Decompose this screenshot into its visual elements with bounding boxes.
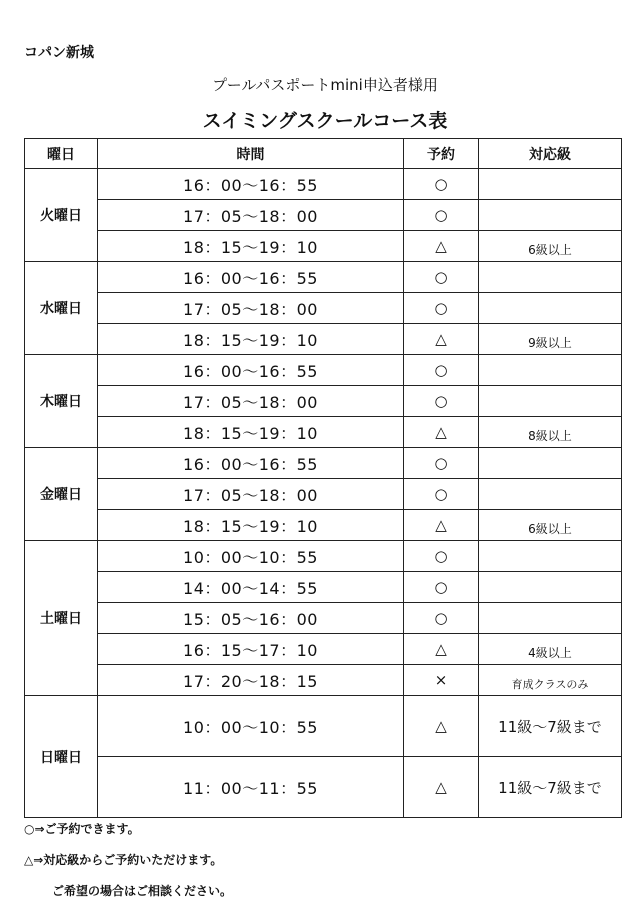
time-cell: 16：00〜16：55 bbox=[98, 448, 404, 479]
organization-name: コパン新城 bbox=[24, 45, 94, 61]
time-cell: 17：05〜18：00 bbox=[98, 386, 404, 417]
day-cell: 木曜日 bbox=[25, 355, 98, 448]
notes bbox=[24, 820, 232, 913]
grade-cell bbox=[479, 200, 622, 231]
table-row bbox=[25, 417, 622, 448]
time-cell: 16：00〜16：55 bbox=[98, 355, 404, 386]
table-row bbox=[25, 696, 622, 757]
reservation-cell: △ bbox=[404, 696, 479, 757]
grade-cell bbox=[479, 262, 622, 293]
reservation-cell: × bbox=[404, 665, 479, 696]
time-cell: 17：05〜18：00 bbox=[98, 200, 404, 231]
grade-cell: 6級以上 bbox=[479, 231, 622, 262]
grade-cell bbox=[479, 386, 622, 417]
reservation-cell: △ bbox=[404, 417, 479, 448]
reservation-cell: ○ bbox=[404, 200, 479, 231]
table-row bbox=[25, 200, 622, 231]
table-row bbox=[25, 448, 622, 479]
reservation-cell: ○ bbox=[404, 262, 479, 293]
reservation-cell: △ bbox=[404, 510, 479, 541]
header-reservation: 予約 bbox=[404, 139, 479, 169]
document-title: スイミングスクールコース表 bbox=[202, 110, 448, 132]
reservation-cell: ○ bbox=[404, 541, 479, 572]
reservation-cell: ○ bbox=[404, 448, 479, 479]
reservation-cell: ○ bbox=[404, 293, 479, 324]
table-row bbox=[25, 293, 622, 324]
grade-cell: 11級〜7級まで bbox=[479, 696, 622, 757]
day-cell: 土曜日 bbox=[25, 541, 98, 696]
time-cell: 17：05〜18：00 bbox=[98, 479, 404, 510]
table-row bbox=[25, 355, 622, 386]
table-row bbox=[25, 510, 622, 541]
grade-cell bbox=[479, 448, 622, 479]
grade-cell: 9級以上 bbox=[479, 324, 622, 355]
reservation-cell: ○ bbox=[404, 603, 479, 634]
table-row bbox=[25, 572, 622, 603]
note-circle: ○⇒ご予約できます。 bbox=[24, 822, 140, 836]
reservation-cell: ○ bbox=[404, 572, 479, 603]
time-cell: 16：15〜17：10 bbox=[98, 634, 404, 665]
reservation-cell: ○ bbox=[404, 169, 479, 200]
grade-cell bbox=[479, 541, 622, 572]
header-grade: 対応級 bbox=[479, 139, 622, 169]
grade-cell: 6級以上 bbox=[479, 510, 622, 541]
time-cell: 15：05〜16：00 bbox=[98, 603, 404, 634]
day-cell: 火曜日 bbox=[25, 169, 98, 262]
grade-cell bbox=[479, 603, 622, 634]
document-subtitle: プールパスポートmini申込者様用 bbox=[212, 76, 438, 94]
time-cell: 16：00〜16：55 bbox=[98, 262, 404, 293]
table-header-row bbox=[25, 139, 622, 169]
time-cell: 18：15〜19：10 bbox=[98, 324, 404, 355]
table-row bbox=[25, 757, 622, 818]
table-row bbox=[25, 665, 622, 696]
table-row bbox=[25, 603, 622, 634]
reservation-cell: △ bbox=[404, 634, 479, 665]
time-cell: 16：00〜16：55 bbox=[98, 169, 404, 200]
grade-cell bbox=[479, 293, 622, 324]
table-row bbox=[25, 634, 622, 665]
time-cell: 18：15〜19：10 bbox=[98, 417, 404, 448]
table-row bbox=[25, 479, 622, 510]
grade-cell: 8級以上 bbox=[479, 417, 622, 448]
reservation-cell: ○ bbox=[404, 355, 479, 386]
grade-cell: 11級〜7級まで bbox=[479, 757, 622, 818]
day-cell: 金曜日 bbox=[25, 448, 98, 541]
header-day: 曜日 bbox=[25, 139, 98, 169]
reservation-cell: ○ bbox=[404, 479, 479, 510]
time-cell: 10：00〜10：55 bbox=[98, 541, 404, 572]
note-triangle: △⇒対応級からご予約いただけます。 bbox=[24, 853, 223, 867]
time-cell: 17：05〜18：00 bbox=[98, 293, 404, 324]
reservation-cell: △ bbox=[404, 231, 479, 262]
time-cell: 14：00〜14：55 bbox=[98, 572, 404, 603]
table-row bbox=[25, 324, 622, 355]
time-cell: 18：15〜19：10 bbox=[98, 510, 404, 541]
table-row bbox=[25, 541, 622, 572]
reservation-cell: △ bbox=[404, 324, 479, 355]
time-cell: 10：00〜10：55 bbox=[98, 696, 404, 757]
grade-cell: 育成クラスのみ bbox=[479, 665, 622, 696]
grade-cell bbox=[479, 169, 622, 200]
table-row bbox=[25, 262, 622, 293]
time-cell: 17：20〜18：15 bbox=[98, 665, 404, 696]
time-cell: 18：15〜19：10 bbox=[98, 231, 404, 262]
day-cell: 日曜日 bbox=[25, 696, 98, 818]
reservation-cell: ○ bbox=[404, 386, 479, 417]
grade-cell bbox=[479, 572, 622, 603]
grade-cell: 4級以上 bbox=[479, 634, 622, 665]
schedule-body bbox=[25, 169, 622, 818]
grade-cell bbox=[479, 479, 622, 510]
grade-cell bbox=[479, 355, 622, 386]
reservation-cell: △ bbox=[404, 757, 479, 818]
table-row bbox=[25, 169, 622, 200]
table-row bbox=[25, 386, 622, 417]
time-cell: 11：00〜11：55 bbox=[98, 757, 404, 818]
course-schedule-table bbox=[24, 138, 622, 818]
header-time: 時間 bbox=[98, 139, 404, 169]
note-consult: ご希望の場合はご相談ください。 bbox=[52, 884, 233, 898]
day-cell: 水曜日 bbox=[25, 262, 98, 355]
table-row bbox=[25, 231, 622, 262]
